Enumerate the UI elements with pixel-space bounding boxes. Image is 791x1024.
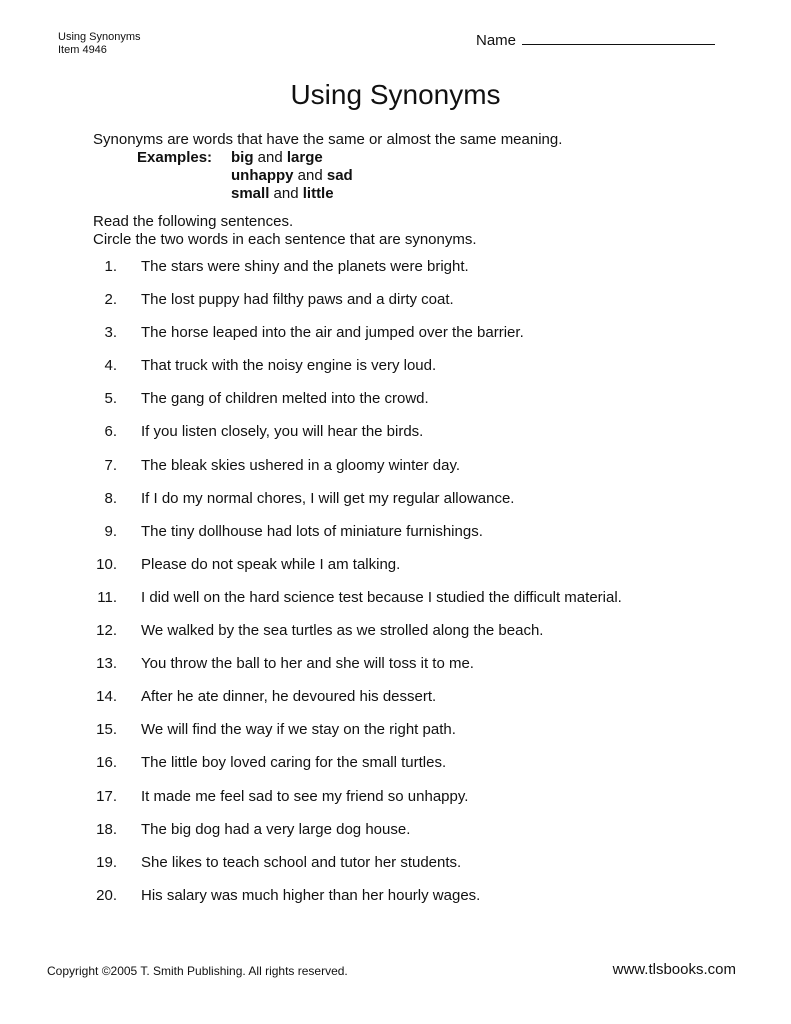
sentence-number: 11. xyxy=(97,588,117,606)
sentence-text[interactable]: The tiny dollhouse had lots of miniature furnishings. xyxy=(141,522,483,540)
sentence-item xyxy=(93,489,515,523)
worksheet-title-label: Using Synonyms xyxy=(58,31,141,43)
sentence-list xyxy=(93,258,622,920)
sentence-text[interactable]: The bleak skies ushered in a gloomy winter day. xyxy=(141,456,461,474)
sentence-number: 12. xyxy=(96,622,117,640)
sentence-text[interactable]: The gang of children melted into the crowd. xyxy=(141,390,429,408)
sentence-text[interactable]: If you listen closely, you will hear the birds. xyxy=(141,423,424,441)
sentence-number: 19. xyxy=(96,853,117,871)
sentence-item xyxy=(93,820,411,854)
sentence-text[interactable]: The horse leaped into the air and jumped over the barrier. xyxy=(141,324,524,342)
sentence-text[interactable]: The little boy loved caring for the small turtles. xyxy=(141,754,447,772)
sentence-item xyxy=(93,555,401,589)
sentence-item xyxy=(93,787,469,821)
sentence-text[interactable]: That truck with the noisy engine is very loud. xyxy=(141,357,437,375)
sentence-number: 8. xyxy=(104,489,117,507)
example-word: big xyxy=(231,149,254,166)
sentence-text[interactable]: I did well on the hard science test because I studied the difficult material. xyxy=(141,588,622,606)
sentence-number: 17. xyxy=(96,787,117,805)
sentence-text[interactable]: The big dog had a very large dog house. xyxy=(141,820,411,838)
example-word: unhappy xyxy=(231,167,294,184)
sentence-item xyxy=(93,258,469,291)
sentence-text[interactable]: The stars were shiny and the planets were bright. xyxy=(141,258,469,275)
sentence-item xyxy=(93,456,461,490)
sentence-item xyxy=(93,721,456,754)
sentence-number: 20. xyxy=(96,886,117,904)
directions xyxy=(93,213,477,249)
sentence-text[interactable]: After he ate dinner, he devoured his dessert. xyxy=(141,688,437,706)
sentence-item xyxy=(93,655,474,688)
sentence-number: 18. xyxy=(96,820,117,838)
example-word: small xyxy=(231,185,270,202)
example-pair xyxy=(231,149,353,167)
sentence-number: 10. xyxy=(96,555,117,573)
website-url: www.tlsbooks.com xyxy=(612,961,736,978)
sentence-number: 1. xyxy=(104,258,117,275)
name-label: Name xyxy=(476,32,517,49)
sentence-number: 13. xyxy=(96,655,117,673)
sentence-item xyxy=(93,357,437,390)
name-field[interactable] xyxy=(476,32,715,49)
example-pairs xyxy=(231,149,353,203)
page-title: Using Synonyms xyxy=(290,79,501,110)
example-connector: and xyxy=(297,167,323,184)
sentence-item xyxy=(93,853,462,887)
sentence-text[interactable]: You throw the ball to her and she will toss it to me. xyxy=(141,655,474,673)
sentence-number: 16. xyxy=(96,754,117,772)
sentence-text[interactable]: We walked by the sea turtles as we strolled along the beach. xyxy=(141,622,544,640)
sentence-number: 6. xyxy=(104,423,117,441)
examples-label: Examples: xyxy=(137,149,213,166)
sentence-number: 4. xyxy=(104,357,117,375)
example-pair xyxy=(231,185,353,203)
sentence-item xyxy=(93,622,544,655)
worksheet-header xyxy=(58,31,141,57)
sentence-text[interactable]: It made me feel sad to see my friend so unhappy. xyxy=(141,787,469,805)
item-number: Item 4946 xyxy=(58,44,107,56)
sentence-number: 7. xyxy=(104,456,117,474)
sentence-item xyxy=(93,390,429,423)
sentence-item xyxy=(93,522,483,556)
directions-line: Read the following sentences. xyxy=(93,213,294,230)
intro-text: Synonyms are words that have the same or almost the same meaning. xyxy=(93,131,563,148)
sentence-text[interactable]: We will find the way if we stay on the right path. xyxy=(141,721,456,739)
sentence-text[interactable]: His salary was much higher than her hourly wages. xyxy=(141,886,481,904)
example-word: large xyxy=(286,149,323,166)
example-word: little xyxy=(302,185,334,202)
name-blank-line[interactable] xyxy=(522,32,715,45)
sentence-text[interactable]: She likes to teach school and tutor her students. xyxy=(141,853,462,871)
example-connector: and xyxy=(257,149,283,166)
sentence-item xyxy=(93,291,454,324)
sentence-number: 14. xyxy=(96,688,117,706)
example-connector: and xyxy=(273,185,299,202)
sentence-number: 5. xyxy=(104,390,117,408)
sentence-item xyxy=(93,588,622,622)
sentence-item xyxy=(93,754,447,787)
example-word: sad xyxy=(326,167,353,184)
sentence-number: 2. xyxy=(104,291,117,309)
sentence-text[interactable]: Please do not speak while I am talking. xyxy=(141,555,401,573)
copyright-notice: Copyright ©2005 T. Smith Publishing. All rights reserved. xyxy=(47,964,348,978)
sentence-item xyxy=(93,324,524,357)
sentence-item xyxy=(93,886,481,920)
directions-line: Circle the two words in each sentence that are synonyms. xyxy=(93,231,477,248)
sentence-item xyxy=(93,688,437,721)
sentence-item xyxy=(93,423,424,456)
sentence-number: 15. xyxy=(96,721,117,739)
example-pair xyxy=(231,167,353,185)
sentence-number: 9. xyxy=(104,522,117,540)
sentence-text[interactable]: If I do my normal chores, I will get my regular allowance. xyxy=(141,489,515,507)
sentence-text[interactable]: The lost puppy had filthy paws and a dirty coat. xyxy=(141,291,454,309)
sentence-number: 3. xyxy=(104,324,117,342)
